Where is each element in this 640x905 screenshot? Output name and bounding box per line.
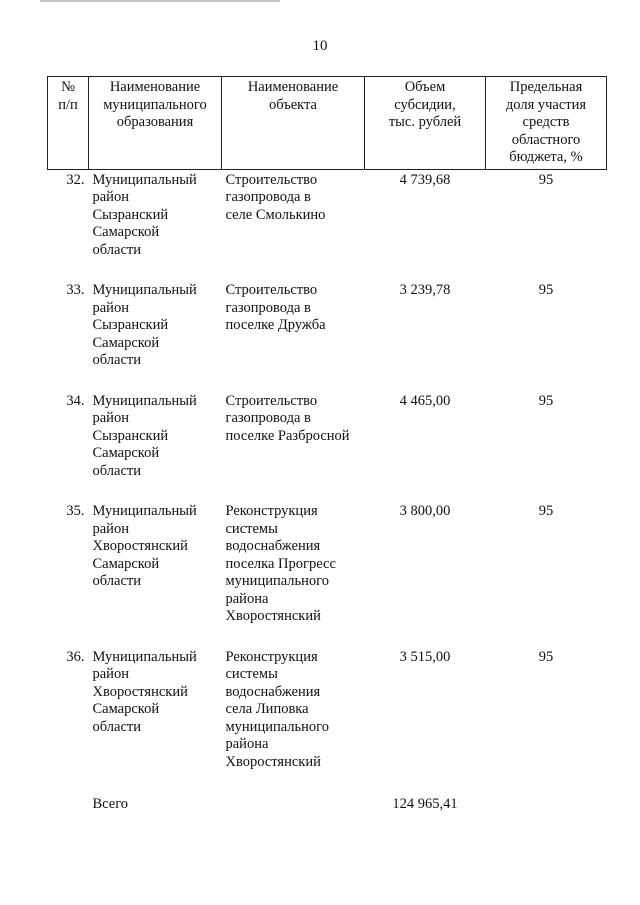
row-municipality: Муниципальный район Сызранский Самарской области bbox=[92, 392, 197, 479]
row-municipality: Муниципальный район Сызранский Самарской области bbox=[92, 282, 197, 368]
row-share: 95 bbox=[538, 392, 554, 409]
row-object: Строительство газопровода в поселке Разбросной bbox=[225, 392, 350, 444]
row-amount: 4 465,00 bbox=[399, 392, 451, 409]
table-row bbox=[48, 393, 607, 504]
header-object: Наименование объекта bbox=[222, 77, 365, 170]
row-object: Строительство газопровода в селе Смолькино bbox=[225, 171, 326, 223]
row-number: 32. bbox=[66, 171, 85, 188]
row-object: Строительство газопровода в поселке Дружба bbox=[225, 282, 326, 333]
table-row bbox=[48, 169, 607, 282]
total-amount: 124 965,41 bbox=[392, 796, 458, 812]
header-municipality: Наименование муниципального образования bbox=[89, 77, 222, 170]
row-number: 36. bbox=[66, 648, 85, 665]
row-share: 95 bbox=[538, 648, 554, 665]
row-share: 95 bbox=[538, 282, 554, 298]
row-number: 33. bbox=[66, 282, 85, 298]
header-amount: Объем субсидии, тыс. рублей bbox=[365, 77, 486, 170]
row-municipality: Муниципальный район Хворостянский Самарской области bbox=[92, 503, 197, 589]
total-row bbox=[48, 794, 607, 814]
row-amount: 3 800,00 bbox=[399, 503, 451, 519]
row-number: 34. bbox=[66, 392, 85, 409]
total-label: Всего bbox=[92, 796, 129, 812]
subsidy-table bbox=[47, 76, 607, 814]
table-row bbox=[48, 282, 607, 393]
table-row bbox=[48, 503, 607, 649]
row-amount: 3 239,78 bbox=[399, 282, 451, 298]
header-share: Предельная доля участия средств областного бюджета, % bbox=[486, 77, 607, 170]
scan-artifact-line bbox=[40, 0, 280, 2]
row-share: 95 bbox=[538, 503, 554, 519]
row-municipality: Муниципальный район Хворостянский Самарской области bbox=[92, 648, 197, 735]
page-number: 10 bbox=[312, 38, 328, 54]
row-share: 95 bbox=[538, 171, 554, 188]
table-row bbox=[48, 649, 607, 795]
row-object: Реконструкция системы водоснабжения села Липовка муниципального района Хворостянский bbox=[225, 648, 329, 770]
row-number: 35. bbox=[66, 503, 85, 519]
row-amount: 4 739,68 bbox=[399, 171, 451, 188]
table-header-row bbox=[48, 77, 607, 170]
row-object: Реконструкция системы водоснабжения поселка Прогресс муниципального района Хворостянский bbox=[225, 503, 336, 624]
header-number: № п/п bbox=[48, 77, 89, 170]
row-amount: 3 515,00 bbox=[399, 648, 451, 665]
row-municipality: Муниципальный район Сызранский Самарской области bbox=[92, 171, 197, 258]
